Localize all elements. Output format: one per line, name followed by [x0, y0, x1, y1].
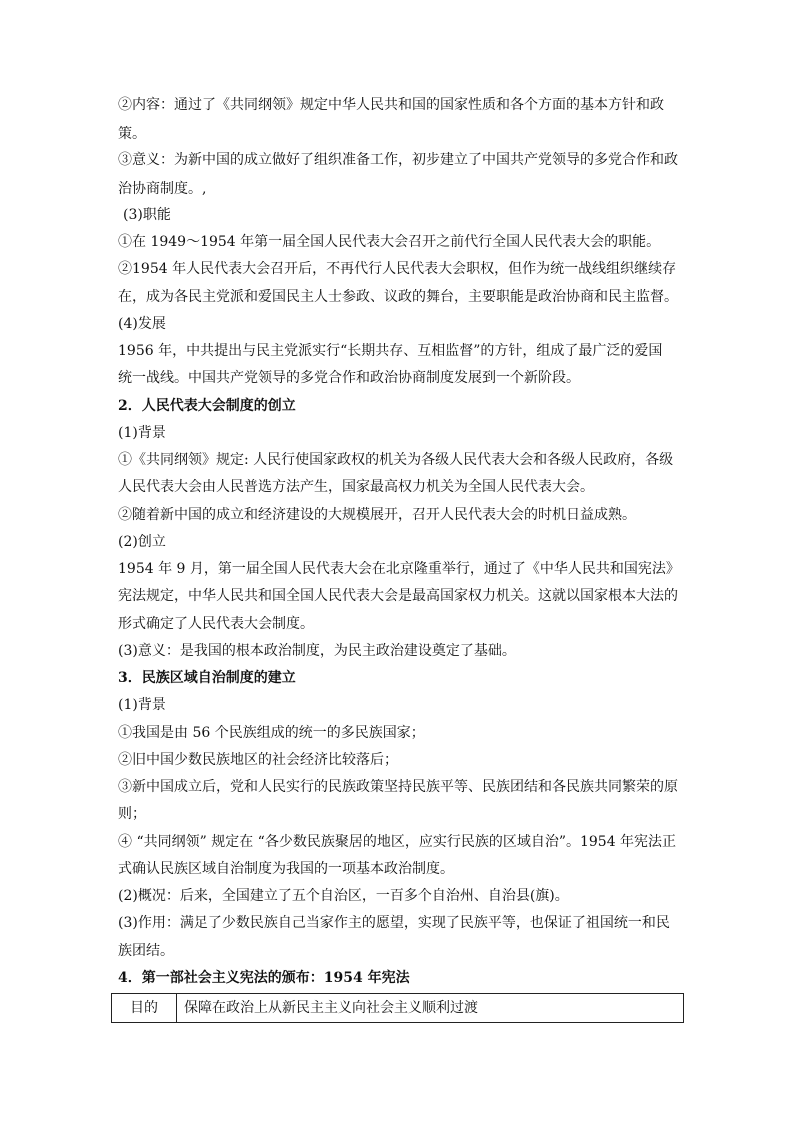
paragraph-line: 治协商制度。, — [118, 181, 207, 197]
section-heading: (1)背景 — [118, 425, 166, 441]
section-heading: (1)背景 — [118, 697, 166, 713]
paragraph-line: 则； — [118, 806, 146, 822]
paragraph-line: ①在 1949～1954 年第一届全国人民代表大会召开之前代行全国人民代表大会的职能。 — [118, 234, 661, 250]
paragraph-line: (3)意义：是我国的根本政治制度，为民主政治建设奠定了基础。 — [118, 643, 516, 659]
paragraph-line: 1956 年，中共提出与民主党派实行“长期共存、互相监督”的方针，组成了最广泛的爱国 — [118, 343, 663, 359]
section-heading: (3)职能 — [123, 207, 171, 223]
paragraph-line: 族团结。 — [118, 943, 174, 959]
paragraph-line: 在，成为各民主党派和爱国民主人士参政、议政的舞台，主要职能是政治协商和民主监督。 — [118, 289, 678, 305]
paragraph-line: ④ “共同纲领” 规定在 “各少数民族聚居的地区，应实行民族的区域自治”。1954 年宪法正 — [118, 834, 677, 850]
paragraph-line: 1954 年 9 月，第一届全国人民代表大会在北京隆重举行，通过了《中华人民共和国宪法》 — [118, 561, 680, 577]
paragraph-line: (3)作用：满足了少数民族自己当家作主的愿望，实现了民族平等，也保证了祖国统一和民 — [118, 915, 670, 931]
table-label-cell — [112, 994, 177, 1022]
paragraph-line: ①《共同纲领》规定: 人民行使国家政权的机关为各级人民代表大会和各级人民政府，各级 — [118, 452, 674, 468]
section-title: 4．第一部社会主义宪法的颁布：1954 年宪法 — [118, 970, 410, 986]
section-title: 3．民族区域自治制度的建立 — [118, 670, 296, 686]
paragraph-line: ②旧中国少数民族地区的社会经济比较落后； — [118, 752, 398, 768]
paragraph-line: (2)概况：后来，全国建立了五个自治区，一百多个自治州、自治县(旗)。 — [118, 888, 569, 904]
section-heading: (4)发展 — [118, 316, 166, 332]
section-title: 2．人民代表大会制度的创立 — [118, 398, 296, 414]
paragraph-line: ①我国是由 56 个民族组成的统一的多民族国家； — [118, 725, 425, 741]
section-heading: (2)创立 — [118, 534, 166, 550]
paragraph-line: 式确认民族区域自治制度为我国的一项基本政治制度。 — [118, 861, 454, 877]
paragraph-line: 人民代表大会由人民普选方法产生，国家最高权力机关为全国人民代表大会。 — [118, 479, 594, 495]
paragraph-line: ②随着新中国的成立和经济建设的大规模展开，召开人民代表大会的时机日益成熟。 — [118, 507, 636, 523]
paragraph-line: 宪法规定，中华人民共和国全国人民代表大会是最高国家权力机关。这就以国家根本大法的 — [118, 588, 678, 604]
paragraph-line: 形式确定了人民代表大会制度。 — [118, 616, 314, 632]
paragraph-line: ②1954 年人民代表大会召开后，不再代行人民代表大会职权，但作为统一战线组织继续存 — [118, 261, 677, 277]
paragraph-line: ②内容：通过了《共同纲领》规定中华人民共和国的国家性质和各个方面的基本方针和政 — [118, 97, 664, 113]
paragraph-line: ③新中国成立后，党和人民实行的民族政策坚持民族平等、民族团结和各民族共同繁荣的原 — [118, 779, 678, 795]
table-content-cell: 保障在政治上从新民主主义向社会主义顺利过渡 — [184, 1000, 478, 1016]
table-label: 目的 — [130, 1000, 158, 1016]
constitution-table — [111, 993, 684, 1023]
paragraph-line: 策。 — [118, 126, 146, 142]
paragraph-line: 统一战线。中国共产党领导的多党合作和政治协商制度发展到一个新阶段。 — [118, 370, 580, 386]
paragraph-line: ③意义：为新中国的成立做好了组织准备工作，初步建立了中国共产党领导的多党合作和政 — [118, 152, 678, 168]
